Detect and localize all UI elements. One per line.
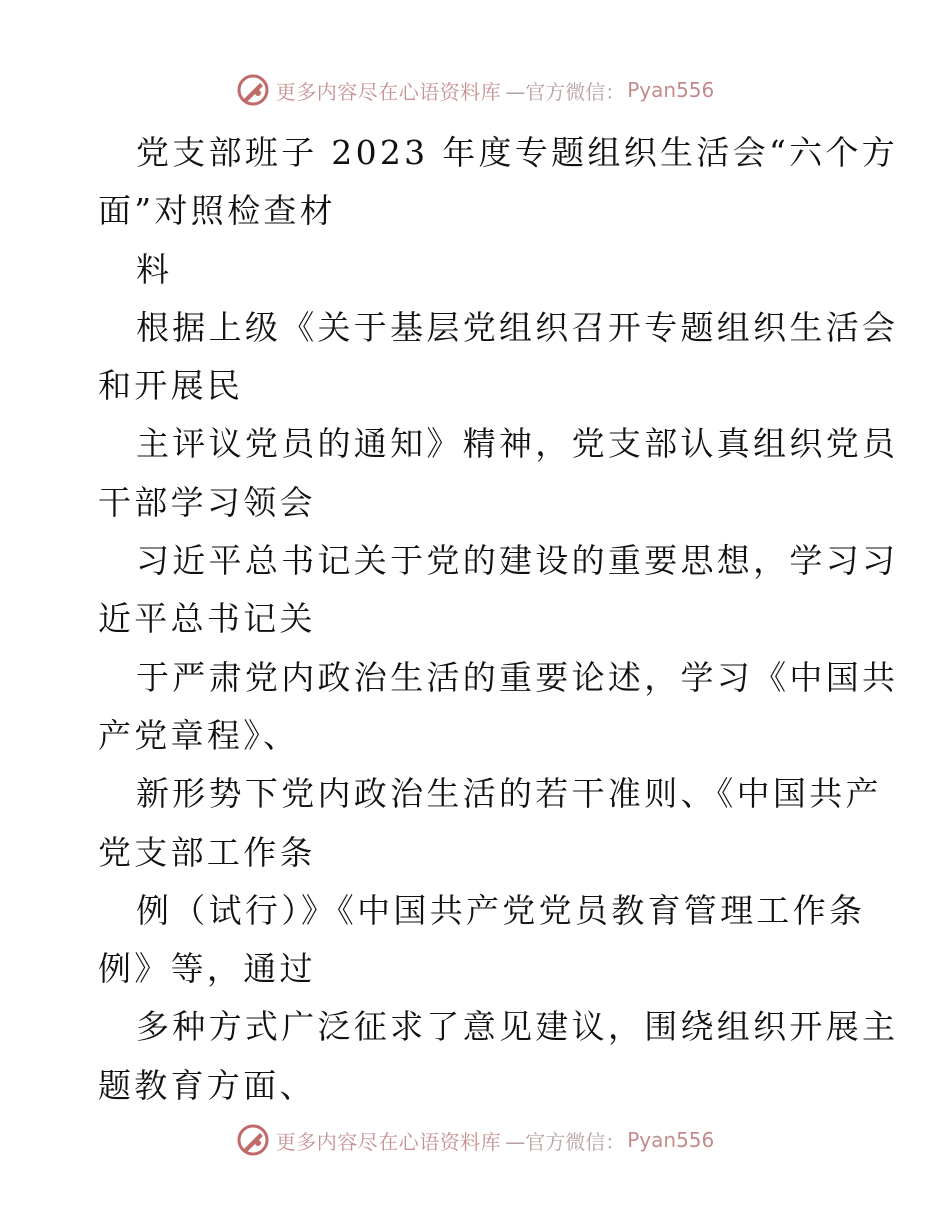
document-line: 多种方式广泛征求了意见建议，围绕组织开展主 [136, 1007, 899, 1047]
document-line: 于严肃党内政治生活的重要论述，学习《中国共 [136, 657, 899, 697]
watermark-sub-text: —官方微信： [505, 1129, 626, 1154]
document-line: 习近平总书记关于党的建设的重要思想，学习习 [136, 541, 899, 581]
document-line: 和开展民 [98, 366, 244, 406]
document-line: 产党章程》、 [98, 715, 300, 755]
document-line: 根据上级《关于基层党组织召开专题组织生活会 [136, 307, 899, 347]
watermark-wechat-id: Pyan556 [627, 78, 715, 102]
watermark-main-text: 更多内容尽在心语资料库 [275, 79, 502, 104]
document-line: 料 [136, 249, 173, 289]
footer-watermark [0, 1120, 950, 1160]
watermark-logo-icon [236, 1123, 270, 1157]
watermark-logo-icon [236, 73, 270, 107]
watermark-sub-text: —官方微信： [505, 79, 626, 104]
document-line: 新形势下党内政治生活的若干准则、《中国共产 [136, 774, 882, 814]
watermark-main-text: 更多内容尽在心语资料库 [275, 1129, 502, 1154]
document-line: 主评议党员的通知》精神，党支部认真组织党员 [136, 424, 899, 464]
document-line: 例》等，通过 [98, 949, 316, 989]
document-line: 党支部班子 2023 年度专题组织生活会“六个方 [136, 133, 899, 172]
document-line: 党支部工作条 [98, 832, 316, 872]
document-line: 近平总书记关 [98, 599, 316, 639]
document-line: 面”对照检查材 [98, 191, 336, 231]
document-line: 干部学习领会 [98, 482, 316, 522]
document-line: 例（试行）》《中国共产党党员教育管理工作条 [136, 890, 866, 930]
document-body [98, 124, 899, 1115]
document-line: 题教育方面、 [98, 1065, 316, 1105]
header-watermark [0, 70, 950, 110]
watermark-wechat-id: Pyan556 [627, 1128, 715, 1152]
